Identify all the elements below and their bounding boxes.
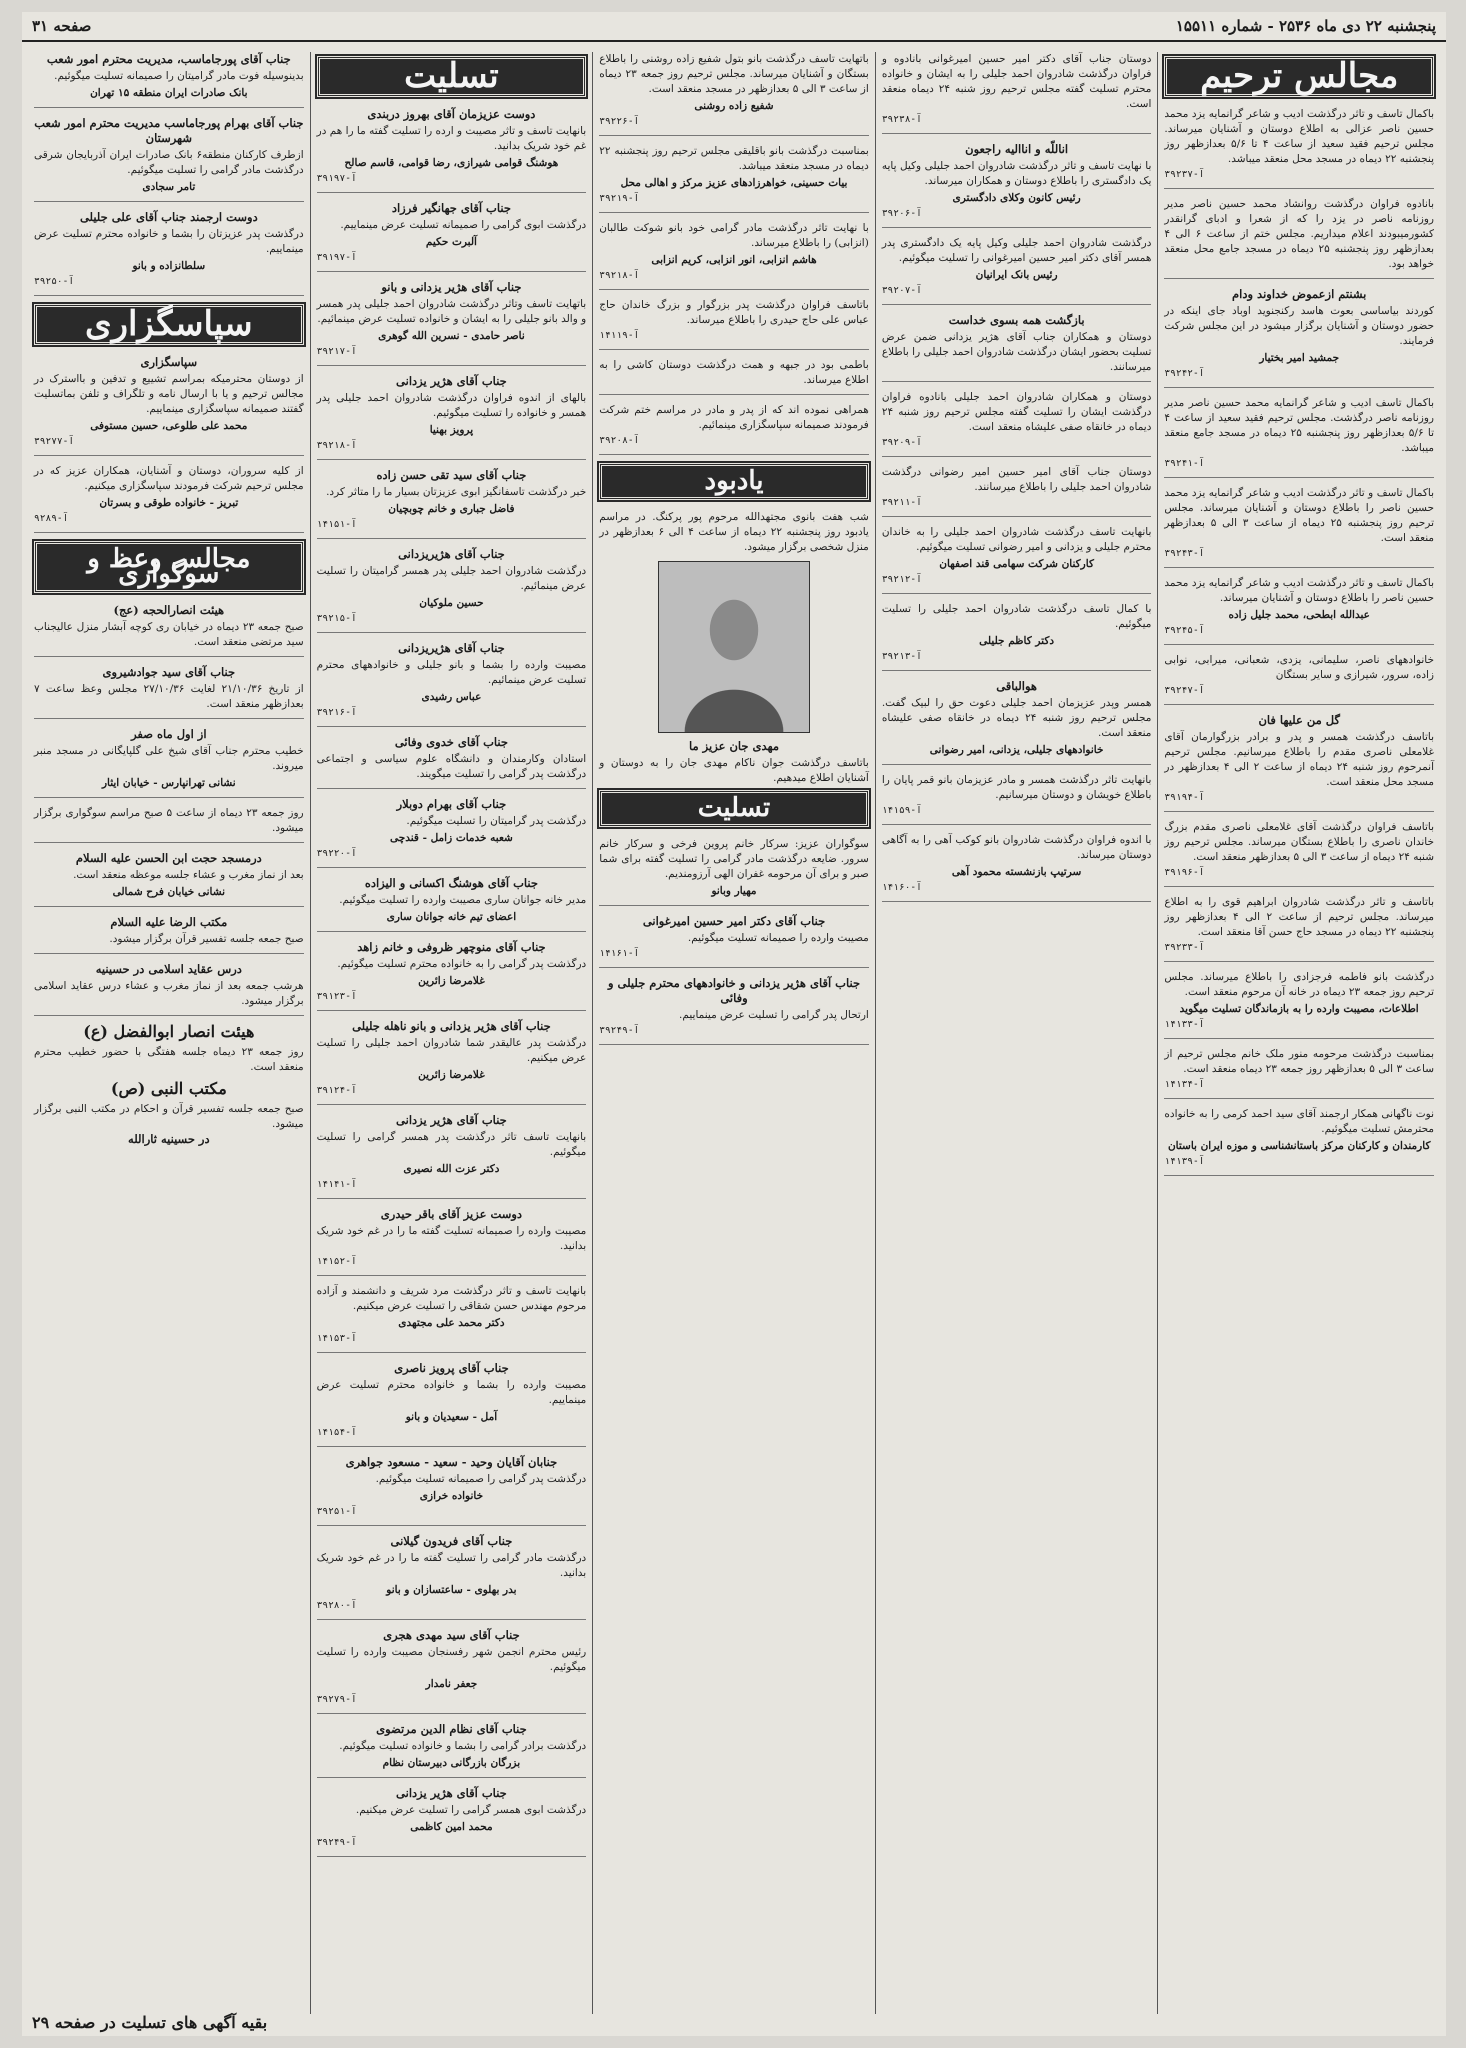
notice-body: درگذشت پدر گرامی را صمیمانه تسلیت میگوئیم. <box>375 1473 587 1485</box>
notice-title: جناب آقای جهانگیر فرزاد <box>391 201 511 215</box>
notice <box>1164 107 1434 189</box>
notice-body: صبح جمعه ۲۳ دیماه در خیابان ری کوچه آبشار منزل عالیجناب سید مرتضی منعقد است. <box>34 621 304 648</box>
notice <box>1164 895 1434 962</box>
footer-note: در حسینیه ثارالله <box>128 1132 210 1146</box>
notice-body: ارتحال پدر گرامی را تسلیت عرض مینماییم. <box>679 1009 869 1021</box>
notice <box>317 547 587 633</box>
notice-code: آ-۱۴۱۵۹ <box>881 805 922 816</box>
notice-signature: دکتر کاظم جلیلی <box>979 635 1055 647</box>
notice <box>34 52 304 108</box>
notice-code: آ-۱۴۱۴۱ <box>316 1179 357 1190</box>
notice <box>1164 576 1434 645</box>
column-1 <box>1157 52 1440 2014</box>
notice <box>34 962 304 1016</box>
notice-signature: رئیس بانک ایرانیان <box>975 269 1058 281</box>
notice <box>882 236 1152 305</box>
notice-title: جناب آقای هژیریزدانی <box>398 547 505 561</box>
notice-signature: جعفر نامدار <box>425 1678 478 1690</box>
notice-body: باکمال تاسف ادیب و شاعر گرانمایه محمد حسین ناصر مدیر روزنامه ناصر درگذشت. مجلس ترحیم فقید سعید از ساعت ۴ تا ۵/۶ بعدازظهر روز پنجشنبه ۲۵ دیماه در مسجد جامع منعقد میباشد. <box>1164 397 1434 454</box>
notice <box>882 602 1152 671</box>
notice-code: آ-۱۴۱۶۰ <box>881 882 922 893</box>
yadbood-text: شب هفت بانوی مجتهدالله مرحوم پور پرکنگ. در مراسم یادبود روز پنجشنبه ۲۲ دیماه از ساعت ۴ الی ۶ بعدازظهر در منزل شخصی برگزار میشود. <box>599 511 869 553</box>
notice-signature: بانک صادرات ایران منطقه ۱۵ تهران <box>90 87 248 99</box>
notice-body: باتهایت تاسف درگذشت بانو بتول شفیع زاده روشنی را باطلاع بستگان و آشنایان میرساند. مجلس ترحیم روز جمعه ۲۳ دیماه از ساعت ۳ الی ۵ بعدازظهر در مسجد منعقد است. <box>599 53 869 95</box>
notice-title: جناب آقای دکتر امیر حسین امیرغوانی <box>642 914 826 928</box>
notice-signature: پرویز بهنیا <box>429 424 474 436</box>
notice-code: آ-۳۹۲۴۷ <box>1164 685 1205 696</box>
notice-code: آ-۱۴۱۵۱ <box>316 519 357 530</box>
notice-title: جناب آقای هژیریزدانی <box>398 641 505 655</box>
notice <box>317 468 587 539</box>
notice-body: خانوادههای ناصر، سلیمانی، یزدی، شعبانی، میرابی، نوابی زاده، سرور، شیرازی و سایر بستگان <box>1164 654 1434 681</box>
notice <box>1164 653 1434 705</box>
notice-body: روز جمعه ۲۳ دیماه از ساعت ۵ صبح مراسم سوگواری برگزار میشود. <box>34 807 304 834</box>
notice <box>317 1534 587 1620</box>
notice <box>317 797 587 868</box>
notice-body: باطمی بود در جبهه و همت درگذشت دوستان کاشی را به اطلاع میرساند. <box>599 359 869 386</box>
notice-code: آ-۳۹۲۴۲ <box>1164 368 1205 379</box>
notice-signature: بیات حسینی، خواهرزادهای عزیز مرکز و اهالی محل <box>620 177 848 189</box>
notice <box>317 1786 587 1857</box>
maktab-heading: مکتب النبی (ص) <box>110 1079 227 1098</box>
notice-body: کوردند بیاساسی بعوت هاسد رکنجنوید اوباد جای اینکه در حضور دوستان و آشنایان برگزار میشود در این مجلس شرکت فرمایند. <box>1164 305 1434 347</box>
notice-body: بانادوه فراوان درگذشت روانشاد محمد حسین ناصر مدیر روزنامه ناصر در یزد را که از شعرا و ادبای گرانقدر کشورمیبودند اعلام میداریم. مجلس ختم از ساعت ۶ الی ۴ بعدازظهر روز پنجشنبه ۲۵ دیماه در مسجد جامع محل منعقد خواهد بود. <box>1164 198 1435 270</box>
notice-body: بانهایت تاسف و تاثر مصیبت و ارده را تسلیت گفته ما را هم در غم خود شریک بدانید. <box>316 125 587 152</box>
notice <box>1164 1107 1434 1176</box>
notice <box>317 374 587 460</box>
notice-title: جناب آقای سید جوادشیروی <box>102 665 236 679</box>
notice-title: هیئت انصارالحجه (عج) <box>113 603 225 617</box>
notice-title: جناب آقای هژیر یزدانی و بانو <box>381 280 522 294</box>
notice-body: با نهایت تاسف و تاثر درگذشت شادروان احمد جلیلی وکیل پایه یک دادگستری را باطلاع دوستان و همکاران میرساند. <box>881 160 1152 187</box>
notice <box>34 603 304 657</box>
notice-signature: غلامرضا زائرین <box>418 975 485 987</box>
notice-code: آ-۳۹۲۱۱ <box>881 497 922 508</box>
notice-code: آ-۳۹۲۰۹ <box>881 437 922 448</box>
notice-signature: خانوادههای جلیلی، یزدانی، امیر رضوانی <box>929 744 1104 756</box>
banner-sepasgozari: سپاسگزاری <box>34 304 304 345</box>
notice <box>882 833 1152 902</box>
notice-title: جناب آقای پورجاماسب، مدیریت محترم امور شعب <box>46 52 291 66</box>
notice <box>317 1113 587 1199</box>
notice-code: آ-۳۹۲۳۷ <box>1164 169 1205 180</box>
notice-body: بمناسبت درگذشت بانو باقلیقی مجلس ترحیم روز پنجشنبه ۲۲ دیماه در مسجد منعقد میباشد. <box>599 145 869 172</box>
notice <box>34 464 304 533</box>
notice <box>599 298 869 350</box>
notice-code: آ-۳۹۲۵۱ <box>316 1506 357 1517</box>
notice-body: باتاسف فراوان درگذشت پدر بزرگوار و بزرگ خاندان حاج عباس علی حاج حیدری را باطلاع میرساند. <box>599 299 869 326</box>
notice-code: آ-۳۹۱۹۴ <box>1164 792 1205 803</box>
notice-body: درگذشت ابوی گرامی را صمیمانه تسلیت عرض مینماییم. <box>340 219 587 231</box>
notice-signature: بزرگان بازرگانی دبیرستان نظام <box>382 1757 521 1769</box>
notice-title: اناللّه و اناالیه راجعون <box>965 142 1069 156</box>
notice-body: استادان وکارمندان و دانشگاه علوم سیاسی و اجتماعی درگذشت پدر گرامی را تسلیت میگویند. <box>316 753 587 780</box>
notice-signature: سلطانزاده و بانو <box>132 260 206 272</box>
notice-body: درگذشت مادر گرامی را تسلیت گفته ما را در غم خود شریک بدانید. <box>316 1552 587 1579</box>
notice <box>599 221 869 290</box>
notice-code: آ-۳۹۲۲۰ <box>316 848 357 859</box>
notice-code: آ-۳۹۲۴۹ <box>599 1025 640 1036</box>
notice-signature: اطلاعات، مصیبت وارده را به بازماندگان تسلیت میگوید <box>1179 1003 1419 1015</box>
notice <box>1164 287 1434 388</box>
notice-title: درس عقاید اسلامی در حسینیه <box>95 962 242 976</box>
notice-body: باتهایت تاسف وتاثر درگذشت شادروان احمد جلیلی پدر همسر و والد بانو جلیلی را به ایشان و خانواده تسلیت عرض مینمائیم. <box>316 298 587 325</box>
notice-code: آ-۳۹۱۲۴ <box>316 1085 357 1096</box>
notice <box>599 358 869 395</box>
notice-body: درگذشت پدر عالیقدر شما شادروان احمد جلیلی را تسلیت عرض میکنیم. <box>316 1037 587 1064</box>
notice-title: دوست ارجمند جناب آقای علی جلیلی <box>79 210 258 224</box>
notice-title: جناب آقای هژیر یزدانی <box>396 1113 507 1127</box>
notice-signature: مهیار وبانو <box>711 885 757 897</box>
notice-title: جناب آقای بهرام پورجاماسب مدیریت محترم امور شعب شهرستان <box>34 116 304 145</box>
notice <box>34 355 304 456</box>
notice-body: سوگواران عزیز: سرکار خانم پروین فرخی و سرکار خانم سرور. ضایعه درگذشت مادر گرامی را تسلیت گفته برای شما صبر و برای آن مرحومه غفران الهی آرزومندیم. <box>599 838 869 880</box>
notice <box>34 915 304 954</box>
notice-body: با اندوه فراوان درگذشت شادروان بانو کوکب آهی را به آگاهی دوستان میرساند. <box>881 834 1152 861</box>
notice-signature: حسین ملوکیان <box>419 597 484 609</box>
notice-signature: خانواده خرازی <box>419 1490 484 1502</box>
notice-body: دوستان و همکاران جناب آقای هژیر یزدانی ضمن عرض تسلیت بحضور ایشان درگذشت شادروان احمد جلیلی را باطلاع میرسانند. <box>881 331 1152 373</box>
abolfazl-text: روز جمعه ۲۳ دیماه جلسه هفتگی با حضور خطیب محترم منعقد است. <box>34 1046 304 1073</box>
notice <box>599 914 869 968</box>
continued-note: بقیه آگهی های تسلیت در صفحه ۲۹ <box>32 2013 268 2032</box>
notice-code: آ-۳۹۲۰۷ <box>881 285 922 296</box>
notice-code: آ-۱۴۱۵۳ <box>316 1333 357 1344</box>
issue-line: پنجشنبه ۲۲ دی ماه ۲۵۳۶ - شماره ۱۵۵۱۱ <box>1175 17 1436 35</box>
column-3 <box>592 52 875 2014</box>
notice-code: آ-۳۹۱۹۷ <box>316 252 357 263</box>
maktab-text: صبح جمعه جلسه تفسیر قرآن و احکام در مکتب النبی برگزار میشود. <box>34 1103 304 1130</box>
notice-code: آ-۱۴۱۵۴ <box>316 1427 357 1438</box>
notice-signature: تامر سجادی <box>142 181 196 193</box>
notice-body: باتاسف فراوان درگذشت آقای غلامعلی ناصری مقدم بزرگ خاندان ناصری را باطلاع بستگان میرساند. مجلس ترحیم روز شنبه ۲۴ دیماه از ساعت ۳ الی ۵ بعدازظهر منعقد است. <box>1164 821 1434 863</box>
notice-body: از کلیه سروران، دوستان و آشنایان، همکاران عزیز که در مجلس ترحیم شرکت فرمودند سپاسگزاری میکنیم. <box>34 465 304 492</box>
notice-body: درگذشت پدر گرامیتان را تسلیت میگوئیم. <box>406 815 587 827</box>
notice-code: آ-۱۴۱۶۱ <box>599 948 640 959</box>
notice-signature: شفیع زاده روشنی <box>694 100 774 112</box>
notice-signature: عبدالله ابطحی، محمد جلیل زاده <box>1228 609 1370 621</box>
notice-code: آ-۳۹۲۱۳ <box>881 651 922 662</box>
notice-signature: کارمندان و کارکنان مرکز باستانشناسی و موزه ایران باستان <box>1167 1140 1431 1152</box>
notice-code: آ-۳۹۱۲۳ <box>316 991 357 1002</box>
newspaper-page <box>22 12 1446 2036</box>
notice-signature: تبریز - خانواده طوقی و بسرتان <box>99 497 239 509</box>
notice-body: درگذشت برادر گرامی را بشما و خانواده تسلیت میگوئیم. <box>339 1740 587 1752</box>
banner-taslit-2: تسلیت <box>599 790 869 827</box>
notice <box>317 1019 587 1105</box>
notice-title: گل من علیها فان <box>1258 713 1340 727</box>
notice-signature: جمشید امیر بختیار <box>1259 352 1340 364</box>
notice-title: بشنتم ازعموض خداوند ودام <box>1232 287 1367 301</box>
notice-body: خطیب محترم جناب آقای شیخ علی گلپایگانی در مسجد منبر میروند. <box>34 745 304 772</box>
notice-body: باکمال تاسف و تاثر درگذشت ادیب و شاعر گرانمایه یزد محمد حسین ناصر را باطلاع دوستان و آشنایان میرساند. <box>1164 577 1434 604</box>
notice-code: آ-۱۴۱۳۳ <box>1164 1019 1205 1030</box>
notice-title: جناب آقای هوشنگ اکسانی و الیزاده <box>364 876 538 890</box>
notice-signature: فاضل جباری و خانم چوبچیان <box>388 503 515 515</box>
notice-body: بعد از نماز مغرب و عشاء جلسه موعظه منعقد است. <box>73 869 304 881</box>
notice-signature: غلامرضا زائرین <box>418 1069 485 1081</box>
notice-body: مصیبت وارده را صمیمانه تسلیت گفته ما را در غم خود شریک بدانید. <box>316 1225 587 1252</box>
portrait-photo <box>658 561 810 733</box>
banner-taslit: تسلیت <box>317 56 587 97</box>
notice-body: با نهایت تاثر درگذشت مادر گرامی خود بانو شوکت طالبان (انزابی) را باطلاع میرساند. <box>599 222 869 249</box>
notice <box>882 52 1152 134</box>
notice-body: بانهایت تاسف درگذشت شادروان احمد جلیلی را به خاندان محترم جلیلی و یزدانی و امیر رضوانی تسلیت میگوئیم. <box>881 526 1152 553</box>
notice-body: هرشب جمعه بعد از نماز مغرب و عشاء درس عقاید اسلامی برگزار میشود. <box>34 980 304 1007</box>
notice-signature: اعضای تیم خانه جوانان ساری <box>386 911 517 923</box>
photo-caption: مهدی جان عزیز ما <box>689 739 779 753</box>
notice <box>599 403 869 455</box>
notice-body: ازطرف کارکنان منطقه۶ بانک صادرات ایران آذربایجان شرقی درگذشت مادر گرامی را تسلیت میگوئیم. <box>34 149 304 176</box>
notice-body: مصیبت وارده را صمیمانه تسلیت میگوئیم. <box>687 932 869 944</box>
banner-majales-tarhim: مجالس ترحیم <box>1164 56 1434 97</box>
notice <box>34 851 304 907</box>
notice <box>317 1207 587 1276</box>
columns <box>28 52 1440 2014</box>
notice-title: جناب آقای سید مهدی هجری <box>383 1628 520 1642</box>
notice-title: مکتب الرضا علیه السلام <box>110 915 228 929</box>
notice-body: باکمال تاسف و تاثر درگذشت ادیب و شاعر گرانمایه یزد محمد حسین ناصر عزالی به اطلاع دوستان و آشنایان میرساند. مجلس ترحیم فقید سعید از ساعت ۴ تا ۵/۶ بعدازظهر روز پنجشنبه ۲۲ دیماه در مسجد محل منعقد میباشد. <box>1164 108 1434 165</box>
notice-body: از تاریخ ۲۱/۱۰/۳۶ لغایت ۲۷/۱۰/۳۶ مجلس وعظ ساعت ۷ بعدازظهر منعقد است. <box>34 683 304 710</box>
notice <box>317 876 587 932</box>
notice <box>1164 486 1434 568</box>
notice <box>34 116 304 202</box>
notice-signature: نشانی خیابان فرح شمالی <box>112 886 226 898</box>
notice <box>882 525 1152 594</box>
notice-body: همراهی نموده اند که از پدر و مادر در مراسم ختم شرکت فرمودند صمیمانه سپاسگزاری مینمائیم. <box>599 404 869 431</box>
notice-code: آ-۳۹۲۱۲ <box>881 574 922 585</box>
column-2 <box>875 52 1158 2014</box>
notice <box>882 465 1152 517</box>
notice-code: آ-۳۹۲۴۵ <box>1164 625 1205 636</box>
notice <box>317 1361 587 1447</box>
notice-code: آ-۳۹۲۷۷ <box>34 436 75 447</box>
column-5 <box>28 52 310 2014</box>
notice-code: آ-۳۹۲۸۰ <box>316 1600 357 1611</box>
notice-code: آ-۳۹۲۳۸ <box>881 114 922 125</box>
notice-code: آ-۳۹۲۱۷ <box>316 346 357 357</box>
notice-code: آ-۳۹۲۱۶ <box>316 707 357 718</box>
notice <box>599 144 869 213</box>
notice-code: آ-۹۲۸۹ <box>34 513 69 524</box>
notice-code: آ-۳۹۲۴۹ <box>316 1837 357 1848</box>
notice-signature: هوشنگ قوامی شیرازی، رضا قوامی، قاسم صالح <box>344 157 559 169</box>
notice-signature: آمل - سعیدیان و بانو <box>405 1411 498 1423</box>
notice <box>1164 1047 1434 1099</box>
notice <box>1164 970 1434 1039</box>
notice-signature: دکتر محمد علی مجتهدی <box>398 1317 505 1329</box>
after-photo-text: باتاسف درگذشت جوان ناکام مهدی جان را به دوستان و آشنایان اطلاع میدهیم. <box>599 757 869 784</box>
abolfazl-heading: هیئت انصار ابوالفضل (ع) <box>83 1022 255 1041</box>
notice-body: مصیبت وارده را بشما و بانو جلیلی و خانوادههای محترم تسلیت عرض مینمائیم. <box>316 659 587 686</box>
notice <box>34 210 304 296</box>
banner-yadbood: یادبود <box>599 463 869 500</box>
notice-body: درگذشت شادروان احمد جلیلی پدر همسر گرامیتان را تسلیت عرض مینمائیم. <box>316 565 587 592</box>
notice-code: آ-۳۹۲۱۵ <box>316 613 357 624</box>
notice <box>1164 396 1434 478</box>
notice-title: جناب آقای هژیر یزدانی و خانوادههای محترم جلیلی و وفائی <box>607 976 861 1005</box>
notice <box>34 727 304 798</box>
notice-code: آ-۳۹۲۱۸ <box>316 440 357 451</box>
notice-body: با کمال تاسف درگذشت شادروان احمد جلیلی را تسلیت میگوئیم. <box>881 603 1152 630</box>
notice-body: مصیبت وارده را بشما و خانواده محترم تسلیت عرض مینماییم. <box>316 1379 587 1406</box>
notice-body: درگذشت پدر گرامی را به خانواده محترم تسلیت میگوئیم. <box>337 958 587 970</box>
notice-title: جناب آقای پرویز ناصری <box>394 1361 509 1375</box>
notice-code: آ-۳۹۲۳۳ <box>1164 942 1205 953</box>
notice-body: درگذشت شادروان احمد جلیلی وکیل پایه یک دادگستری پدر همسر آقای دکتر امیر حسین امیرغوانی را تسلیت میگوئیم. <box>881 237 1152 264</box>
notice <box>34 665 304 719</box>
notice <box>317 1284 587 1353</box>
banner-vaz: مجالس وعظ و سوگواری <box>34 541 304 593</box>
notice-code: آ-۳۹۲۱۸ <box>599 270 640 281</box>
notice-title: سپاسگزاری <box>140 355 198 369</box>
notice-body: رئیس محترم انجمن شهر رفسنجان مصیبت وارده را تسلیت میگوئیم. <box>316 1646 587 1673</box>
notice-signature: محمد علی طلوعی، حسین مستوفی <box>90 420 248 432</box>
notice-title: دوست عزیز آقای باقر حیدری <box>380 1207 523 1221</box>
notice-signature: آلبرت حکیم <box>425 236 477 248</box>
notice-code: آ-۳۹۲۷۹ <box>316 1694 357 1705</box>
notice-code: آ-۳۹۲۰۸ <box>599 435 640 446</box>
notice-body: بانهایت تاسف تاثر درگذشت پدر همسر گرامی را تسلیت میگوئیم. <box>316 1131 587 1158</box>
notice-title: جناب آقای نظام الدین مرتضوی <box>376 1722 527 1736</box>
notice-title: جناب آقای هژیر یزدانی <box>396 374 507 388</box>
notice <box>599 52 869 136</box>
notice-signature: کارکنان شرکت سهامی قند اصفهان <box>939 558 1094 570</box>
notice <box>1164 713 1434 812</box>
notice-signature: بدر بهلوی - ساعتسازان و بانو <box>386 1584 517 1596</box>
notice-signature: ناصر حامدی - نسرین الله گوهری <box>378 330 525 342</box>
notice <box>317 280 587 366</box>
notice-title: درمسجد حجت ابن الحسن علیه السلام <box>75 851 262 865</box>
notice-title: از اول ماه صفر <box>131 727 207 741</box>
notice-title: جناب آقای فریدون گیلانی <box>390 1534 513 1548</box>
notice-signature: دکتر عزت الله نصیری <box>403 1163 500 1175</box>
notice-body: دوستان جناب آقای امیر حسین امیر رضوانی درگذشت شادروان احمد جلیلی را باطلاع میرسانند. <box>881 466 1152 493</box>
notice-code: آ-۳۹۲۱۹ <box>599 193 640 204</box>
notice-signature: عباس رشیدی <box>421 691 482 703</box>
notice-body: باتاسف درگذشت همسر و پدر و برادر بزرگوارمان آقای غلامعلی ناصری مقدم را باطلاع میرسانیم. مجلس ترحیم آنمرحوم روز شنبه ۲۴ دیماه از ساعت ۲ الی ۴ بعدازظهر در مسجد محل منعقد است. <box>1164 731 1435 788</box>
notice-title: بازگشت همه بسوی خداست <box>948 313 1085 327</box>
notice-code: آ-۳۹۱۹۷ <box>316 173 357 184</box>
notice-body: بدینوسیله فوت مادر گرامیتان را صمیمانه تسلیت میگوئیم. <box>54 70 304 82</box>
notice-body: از دوستان محترمیکه بمراسم تشییع و تدفین و بااسترک در مجالس ترحیم و یا با ارسال نامه و تلگراف و تلفن بماتسلیت گفتند صمیمانه سپاسگزاری مینماییم. <box>34 373 304 415</box>
notice <box>317 641 587 727</box>
notice-body: بمناسبت درگذشت مرحومه منور ملک خانم مجلس ترحیم از ساعت ۳ الی ۵ بعدازظهر روز جمعه ۲۳ دیماه منعقد است. <box>1164 1048 1434 1075</box>
column-4 <box>310 52 593 2014</box>
notice <box>882 773 1152 825</box>
notice-code: آ-۱۴۱۳۹ <box>1164 1156 1205 1167</box>
notice-code: آ-۳۹۲۲۶ <box>599 116 640 127</box>
notice-title: جنابان آقایان وحید - سعید - مسعود جواهری <box>345 1455 558 1469</box>
notice-body: صبح جمعه جلسه تفسیر قرآن برگزار میشود. <box>109 933 304 945</box>
notice-signature: نشانی تهرانپارس - خیابان ایثار <box>101 777 236 789</box>
notice <box>34 806 304 843</box>
notice-body: خبر درگذشت تاسفانگیز ابوی عزیزتان بسیار ما را متاثر کرد. <box>326 486 587 498</box>
notice-signature: رئیس کانون وکلای دادگستری <box>952 192 1081 204</box>
notice-body: دوستان جناب آقای دکتر امیر حسین امیرغوانی بانادوه و فراوان درگذشت شادروان احمد جلیلی را به ایشان و خانواده محترم تسلیت گفته مجلس ترحیم روز شنبه ۲۴ دیماه منعقد است. <box>881 53 1152 110</box>
notice-body: درگذشت ابوی همسر گرامی را تسلیت عرض میکنیم. <box>355 1804 587 1816</box>
notice-code: آ-۱۴۱۱۹ <box>599 330 640 341</box>
masthead <box>22 12 1446 42</box>
notice-code: آ-۳۹۲۴۳ <box>1164 548 1205 559</box>
notice <box>882 313 1152 382</box>
notice-signature: سرتیپ بازنشسته محمود آهی <box>951 866 1082 878</box>
notice-title: جناب آقای منوچهر ظروفی و خانم زاهد <box>357 940 546 954</box>
notice <box>317 940 587 1011</box>
notice <box>599 837 869 906</box>
notice-body: همسر وپدر عزیزمان احمد جلیلی دعوت حق را لبیک گفت. مجلس ترحیم روز شنبه ۲۴ دیماه در خانقاه صفی علیشاه منعقد است. <box>881 697 1152 739</box>
notice-body: بالهای از اندوه فراوان درگذشت شادروان احمد جلیلی پدر همسر و خانواده را تسلیت میگوئیم. <box>316 392 587 419</box>
notice-title: دوست عزیزمان آقای بهروز دربندی <box>367 107 536 121</box>
notice-title: جناب آقای خدوی وفائی <box>394 735 508 749</box>
notice-code: آ-۱۴۱۳۴ <box>1164 1079 1205 1090</box>
notice-title: جناب آقای بهرام دوبلار <box>396 797 507 811</box>
page-number: صفحه ۳۱ <box>32 17 92 35</box>
notice-body: بانهایت تاثر درگذشت همسر و مادر عزیزمان بانو قمر پایان را باطلاع خویشان و دوستان میرسانیم. <box>881 774 1152 801</box>
notice-body: باکمال تاسف و تاثر درگذشت ادیب و شاعر گرانمایه یزد محمد حسین ناصر را باطلاع دوستان و آشنایان میرساند. مجلس ترحیم روز پنجشنبه ۲۵ دیماه از ساعت ۳ الی ۵ بعدازظهر منعقد است. <box>1164 487 1435 544</box>
notice-body: مدیر خانه جوانان ساری مصیبت وارده را تسلیت میگوئیم. <box>339 894 587 906</box>
notice-body: درگذشت پدر عزیزتان را بشما و خانواده محترم تسلیت عرض مینماییم. <box>34 228 304 255</box>
notice <box>317 201 587 272</box>
notice-body: بانهایت تاسف و تاثر درگذشت مرد شریف و دانشمند و آزاده مرحوم مهندس حسن شقاقی را تسلیت عرض میکنیم. <box>316 1285 587 1312</box>
notice <box>1164 197 1434 279</box>
notice <box>317 1455 587 1526</box>
notice-code: آ-۱۴۱۵۲ <box>316 1256 357 1267</box>
notice <box>317 1722 587 1778</box>
notice-title: هوالباقی <box>996 679 1037 693</box>
notice-code: آ-۳۹۱۹۶ <box>1164 867 1205 878</box>
notice <box>882 142 1152 228</box>
notice-title: جناب آقای هژیر یزدانی و بانو ناهله جلیلی <box>352 1019 551 1033</box>
notice <box>599 976 869 1045</box>
notice-body: نوت ناگهانی همکار ارجمند آقای سید احمد کرمی را به خانواده محترمش تسلیت میگوئیم. <box>1164 1108 1434 1135</box>
notice <box>317 1628 587 1714</box>
notice-title: جناب آقای هژیر یزدانی <box>396 1786 507 1800</box>
notice-signature: هاشم انزابی، انور انزابی، کریم انزابی <box>651 254 817 266</box>
notice-signature: شعبه خدمات زامل - قندچی <box>389 832 513 844</box>
notice-body: باتاسف و تاثر درگذشت شادروان ابراهیم قوی را به اطلاع میرساند. مجلس ترحیم از ساعت ۲ الی ۴ بعدازظهر روز پنجشنبه ۲۲ دیماه در مسجد حاج حسن آقا منعقد است. <box>1164 896 1434 938</box>
notice <box>1164 820 1434 887</box>
notice <box>317 735 587 789</box>
notice <box>882 390 1152 457</box>
notice-body: دوستان و همکاران شادروان احمد جلیلی بانادوه فراوان درگذشت ایشان را تسلیت گفته مجلس ترحیم روز شنبه ۲۴ دیماه در خانقاه صفی علیشاه منعقد است. <box>881 391 1152 433</box>
notice-code: آ-۳۹۲۰۶ <box>881 208 922 219</box>
notice-signature: محمد امین کاظمی <box>410 1821 493 1833</box>
notice-title: جناب آقای سید تقی حسن زاده <box>376 468 527 482</box>
notice <box>882 679 1152 765</box>
notice-code: آ-۳۹۲۵۰ <box>34 276 75 287</box>
notice-body: درگذشت بانو فاطمه فرجزادی را باطلاع میرساند. مجلس ترحیم روز جمعه ۲۳ دیماه در خانه آن مرحوم منعقد است. <box>1164 971 1434 998</box>
notice-code: آ-۳۹۲۴۱ <box>1164 458 1205 469</box>
notice <box>317 107 587 193</box>
